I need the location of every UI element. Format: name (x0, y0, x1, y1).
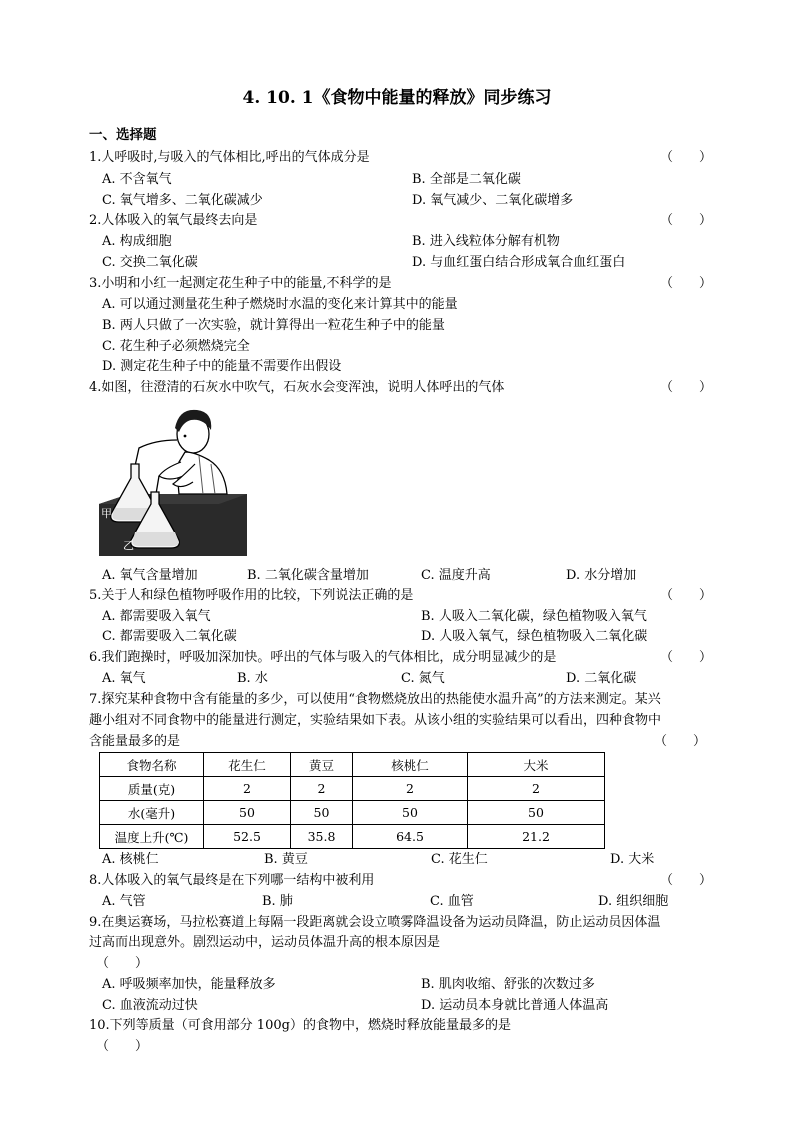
option-c: C. 氧气增多、二氧化碳减少 (102, 193, 263, 208)
answer-paren: （ ） (96, 956, 149, 971)
table-cell: 35.8 (291, 825, 353, 849)
experiment-illustration (99, 404, 247, 556)
option-b: B. 全部是二氧化碳 (412, 172, 521, 187)
table-cell: 21.2 (468, 825, 605, 849)
option-a: A. 氧气 (102, 671, 146, 686)
answer-paren: （ ） (660, 276, 713, 291)
table-header-cell: 花生仁 (204, 753, 291, 777)
table-cell: 2 (291, 777, 353, 801)
page-title: 4. 10. 1《食物中能量的释放》同步练习 (242, 88, 552, 108)
table-cell: 52.5 (204, 825, 291, 849)
option-c: C. 花生仁 (431, 852, 488, 867)
table-cell: 2 (353, 777, 468, 801)
option-d: D. 组织细胞 (598, 894, 669, 909)
option-a: A. 可以通过测量花生种子燃烧时水温的变化来计算其中的能量 (102, 297, 458, 312)
table-cell: 50 (291, 801, 353, 825)
answer-paren: （ ） (660, 873, 713, 888)
option-c: C. 交换二氧化碳 (102, 255, 198, 270)
option-d: D. 与血红蛋白结合形成氧合血红蛋白 (412, 255, 626, 270)
option-d: D. 二氧化碳 (566, 671, 637, 686)
option-b: B. 两人只做了一次实验，就计算得出一粒花生种子中的能量 (102, 318, 445, 333)
option-d: D. 氧气减少、二氧化碳增多 (412, 193, 574, 208)
table-cell: 50 (204, 801, 291, 825)
option-a: A. 核桃仁 (102, 852, 159, 867)
table-header-row (100, 753, 605, 777)
table-cell: 水(毫升) (100, 801, 204, 825)
question-stem: 8.人体吸入的氧气最终是在下列哪一结构中被利用 (89, 873, 375, 888)
table-cell: 50 (353, 801, 468, 825)
table-row (100, 777, 605, 801)
option-b: B. 肌肉收缩、舒张的次数过多 (421, 977, 595, 992)
table-row (100, 825, 605, 849)
table-cell: 温度上升(℃) (100, 825, 204, 849)
option-a: A. 气管 (102, 894, 146, 909)
option-b: B. 肺 (262, 894, 293, 909)
option-c: C. 温度升高 (421, 568, 491, 583)
section-heading: 一、选择题 (89, 127, 157, 143)
question-stem-line: 含能量最多的是 (89, 734, 181, 749)
answer-paren: （ ） (654, 734, 707, 749)
answer-paren: （ ） (660, 588, 713, 603)
food-energy-table (99, 752, 605, 849)
option-d: D. 水分增加 (566, 568, 637, 583)
question-stem: 10.下列等质量（可食用部分 100g）的食物中，燃烧时释放能量最多的是 (89, 1018, 511, 1033)
answer-paren: （ ） (96, 1039, 149, 1054)
option-c: C. 血管 (430, 894, 474, 909)
option-b: B. 水 (237, 671, 268, 686)
option-a: A. 不含氧气 (102, 172, 172, 187)
option-d: D. 大米 (610, 852, 655, 867)
table-header-cell: 大米 (468, 753, 605, 777)
question-stem: 3.小明和小红一起测定花生种子中的能量,不科学的是 (89, 276, 392, 291)
option-d: D. 人吸入氧气，绿色植物吸入二氧化碳 (421, 629, 648, 644)
option-b: B. 人吸入二氧化碳，绿色植物吸入氧气 (421, 609, 647, 624)
option-a: A. 构成细胞 (102, 234, 172, 249)
question-stem: 1.人呼吸时,与吸入的气体相比,呼出的气体成分是 (89, 150, 370, 165)
question-stem: 6.我们跑操时，呼吸加深加快。呼出的气体与吸入的气体相比，成分明显减少的是 (89, 650, 557, 665)
option-c: C. 氮气 (401, 671, 445, 686)
question-stem-line: 过高而出现意外。剧烈运动中，运动员体温升高的根本原因是 (89, 935, 441, 950)
table-cell: 50 (468, 801, 605, 825)
option-a: A. 氧气含量增加 (102, 568, 198, 583)
table-header-cell: 黄豆 (291, 753, 353, 777)
question-stem-line: 9.在奥运赛场，马拉松赛道上每隔一段距离就会设立喷雾降温设备为运动员降温，防止运动员因体温 (89, 915, 661, 930)
option-d: D. 测定花生种子中的能量不需要作出假设 (102, 359, 342, 374)
table-cell: 质量(克) (100, 777, 204, 801)
option-b: B. 二氧化碳含量增加 (247, 568, 369, 583)
option-a: A. 呼吸频率加快，能量释放多 (102, 977, 276, 992)
flask-label-yi: 乙 (123, 539, 134, 552)
question-stem: 5.关于人和绿色植物呼吸作用的比较，下列说法正确的是 (89, 588, 414, 603)
question-stem-line: 7.探究某种食物中含有能量的多少，可以使用“食物燃烧放出的热能使水温升高”的方法来测定。某兴 (89, 692, 661, 707)
table-row (100, 801, 605, 825)
answer-paren: （ ） (660, 650, 713, 665)
option-c: C. 花生种子必须燃烧完全 (102, 339, 250, 354)
question-stem-line: 趣小组对不同食物中的能量进行测定，实验结果如下表。从该小组的实验结果可以看出，四种食物中 (89, 713, 662, 728)
option-c: C. 血液流动过快 (102, 998, 198, 1013)
answer-paren: （ ） (660, 380, 713, 395)
table-header-cell: 食物名称 (100, 753, 204, 777)
table-cell: 2 (204, 777, 291, 801)
option-a: A. 都需要吸入氧气 (102, 609, 211, 624)
option-d: D. 运动员本身就比普通人体温高 (421, 998, 609, 1013)
question-stem: 4.如图，往澄清的石灰水中吹气，石灰水会变浑浊，说明人体呼出的气体 (89, 380, 505, 395)
table-header-cell: 核桃仁 (353, 753, 468, 777)
answer-paren: （ ） (660, 150, 713, 165)
answer-paren: （ ） (660, 213, 713, 228)
option-b: B. 进入线粒体分解有机物 (412, 234, 560, 249)
question-stem: 2.人体吸入的氧气最终去向是 (89, 213, 258, 228)
flask-label-jia: 甲 (101, 507, 112, 520)
table-cell: 64.5 (353, 825, 468, 849)
table-cell: 2 (468, 777, 605, 801)
option-c: C. 都需要吸入二氧化碳 (102, 629, 237, 644)
option-b: B. 黄豆 (264, 852, 308, 867)
